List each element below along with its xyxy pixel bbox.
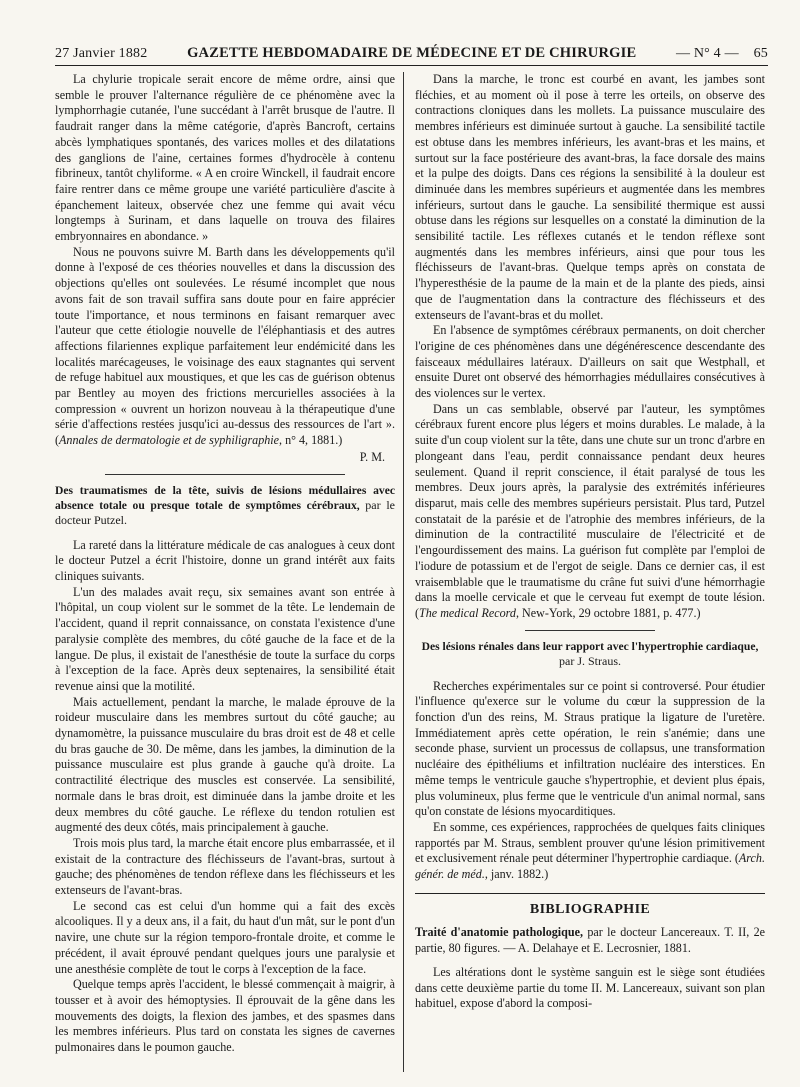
section-separator (415, 893, 765, 894)
paragraph (415, 402, 765, 622)
section-title (415, 639, 765, 669)
paragraph (55, 245, 395, 449)
book-title: Traité d'anatomie pathologique, (415, 925, 584, 940)
paragraph: La rareté dans la littérature médicale de cas analogues à ceux dont le docteur Putzel a écrit l'histoire, donne un grand intérêt aux faits cliniques suivants. (55, 537, 395, 583)
paragraph: Le second cas est celui d'un homme qui a fait des excès alcooliques. Il y a deux ans, il a fait, du haut d'un mât, sur le pont d'un navire, une chute sur la région temporo-frontale droite, et comme le précédent, il avait éprouvé pendant quelques jours une paralysie et une anesthésie complète de tout le corps à l'exception de la face. (55, 898, 395, 976)
book-entry (415, 925, 765, 956)
section-title (55, 483, 395, 528)
right-column (415, 72, 765, 1012)
paragraph: En l'absence de symptômes cérébraux permanents, on doit chercher l'origine de ces phénomènes dans une dégénérescence descendante des faisceaux médullaires latéraux. D'ailleurs on sait que Westphall, et ensuite Duret ont observé des hémorrhagies médullaires consécutives à des violences sur le vertex. (415, 323, 765, 401)
issue-label: — N° 4 — (675, 46, 739, 61)
paragraph: Trois mois plus tard, la marche était encore plus embarrassée, et il existait de la contracture des fléchisseurs de l'avant-bras, surtout à gauche; des phénomènes de tendon réflexe dans les fléchisseurs et les extenseurs de l'avant-bras. (55, 835, 395, 898)
section-separator (525, 630, 655, 631)
section-author: par J. Straus. (559, 653, 621, 668)
citation: Annales de dermatologie et de syphiligraphie (59, 433, 280, 448)
paragraph: Mais actuellement, pendant la marche, le malade éprouve de la roideur musculaire dans les membres surtout du côté gauche; au dynamomètre, la puissance musculaire du bras droit est de 48 et celle du bras gauche de 30. De même, dans les jambes, la diminution de la puissance musculaire est plus grande à gauche qu'à droite. La contractilité électrique des muscles est conservée. La sensibilité, normale dans le bras droit, est diminuée dans la jambe droite et les deux membres du côté gauche. Le réflexe du tendon rotulien est augmenté des deux côtés, mais principalement à gauche. (55, 694, 395, 835)
paragraph-text: Dans un cas semblable, observé par l'auteur, les symptômes cérébraux furent encore plus légers et moins durables. Le malade, à la suite d'un coup violent sur la tête, dans une chute sur un tronc d'arbre en plongeant dans l'eau, perdit connaissance pendant deux heures seulement. Quand il reprit conscience, il était paralysé de tous les membres. Deux jours après, la paralysie des extrémités inférieures disparut, mais celle des membres supérieurs persistait. Plus tard, Putzel constatait de la parésie et de l'atrophie des membres inférieurs, de la diminution de la contractilité musculaire de l'électricité et de l'engourdissement des mains. La guérison fut complète par l'emploi de l'iodure de potassium et de l'ergot de seigle. Dans ce dernier cas, il est vraisemblable que le traumatisme du crâne fut suivi d'une hémorrhagie dans la moelle cervicale et que le cerveau fut exempt de toute lésion. ( (415, 401, 765, 620)
page-number: 65 (753, 46, 768, 61)
paragraph-text: En somme, ces expériences, rapprochées de quelques faits cliniques rapportés par M. Straus, semblent prouver qu'une lésion primitivement et exclusivement rénale peut déterminer l'hypertrophie cardiaque. ( (415, 819, 765, 866)
paragraph: Dans la marche, le tronc est courbé en avant, les jambes sont fléchies, et au moment où il pose à terre les orteils, on observe des contractions cloniques dans les mollets. La puissance musculaire des membres inférieurs est diminuée surtout à gauche. La sensibilité tactile est obtuse dans les membres inférieurs, les avant-bras et les mains, et surtout sur la face postérieure des avant-bras, la face dorsale des mains et la pulpe des doigts. Dans ces régions la sensibilité à la douleur est diminuée dans les membres supérieurs et augmentée dans les membres inférieurs, surtout dans le gauche. La sensibilité thermique est aussi obtuse dans les régions sur lesquelles on a constaté la diminution de la sensibilité tactile. Les réflexes cutanés et le tendon réflexe sont augmentés dans les membres inférieurs, ainsi que pour tous les fléchisseurs de l'avant-bras. Quelque temps après on constata de l'hyperesthésie de la paume de la main et de la plante des pieds, ainsi que de l'augmentation dans la contracture des fléchisseurs et des extenseurs de l'avant-bras et du mollet. (415, 72, 765, 322)
signature: P. M. (359, 449, 385, 464)
section-title-text: Des lésions rénales dans leur rapport avec l'hypertrophie cardiaque, (421, 639, 759, 653)
citation-end: , n° 4, 1881.) (279, 433, 343, 448)
book-details: par le docteur Lancereaux. T. II, 2e partie, 80 figures. — A. Delahaye et E. Lecrosnier, 1881. (415, 925, 765, 956)
column-divider (403, 72, 404, 1072)
header-date: 27 Janvier 1882 (55, 46, 148, 61)
paragraph: Recherches expérimentales sur ce point si controversé. Pour étudier l'influence qu'exerce sur le volume du cœur la suppression de la fonction d'un des reins, M. Straus pratique la ligature de l'uretère. Immédiatement après cette opération, le rein s'anémie; dans une seconde phase, survient un processus de collapsus, une transformation nucléaire des épithéliums et infiltration nucléaire des interstices. En même temps le ventricule gauche s'hypertrophie, et devient plus épais, plus volumineux, plus ferme que le ventricule d'un animal normal, sans qu'on constate de lésions myocarditiques. (415, 678, 765, 819)
running-header (55, 40, 768, 66)
paragraph: La chylurie tropicale serait encore de même ordre, ainsi que semble le prouver l'alternance régulière de ce phénomène avec la lymphorrhagie cutanée, l'une succédant à l'arrêt brusque de l'autre. Il faudrait ranger dans la même catégorie, d'après Bancroft, certains abcès lymphatiques spontanés, des varices molles et des dilatations des ganglions de l'aine, certaines formes d'hydrocèle à contenu fibrineux, tantôt chyliforme. « A en croire Winckell, il faudrait encore faire rentrer dans ce même groupe une variété particulière d'ascite à épanchement laiteux, observée chez une femme qui avait vécu longtemps à Surinam, et dans laquelle on trouva des filaires embryonnaires en abondance. » (55, 72, 395, 244)
citation-end: , janv. 1882.) (484, 867, 549, 882)
paragraph: Les altérations dont le système sanguin est le siège sont étudiées dans cette deuxième partie du tome II. M. Lancereaux, suivant son plan habituel, expose d'abord la composi- (415, 964, 765, 1011)
bibliography-heading: BIBLIOGRAPHIE (529, 901, 651, 917)
section-separator (105, 474, 345, 475)
paragraph-text: Nous ne pouvons suivre M. Barth dans les développements qu'il donne à l'exposé de ces théories nouvelles et dans la discussion des objections qu'elles ont soulevées. Le résumé incomplet que nous avons fait de son travail suffira sans doute pour en faire apprécier toute l'importance, et nous terminons en faisant remarquer avec l'auteur que cette étiologie nouvelle de l'éléphantiasis et des autres affections filariennes explique parfaitement leur endémicité dans les localités marécageuses, le voisinage des eaux stagnantes qui servent de refuge habituel aux moustiques, et que les cas de guérison obtenus par Bentley au moyen des frictions mercurielles associées à la compression « ouvrent un horizon nouveau à la thérapeutique d'une série d'affections restées jusqu'ici au-dessus des ressources de l'art ». ( (55, 244, 395, 448)
journal-title: GAZETTE HEBDOMADAIRE DE MÉDECINE ET DE CHIRURGIE (187, 45, 637, 61)
paragraph (415, 820, 765, 883)
paragraph: Quelque temps après l'accident, le blessé commençait à maigrir, à tousser et à avoir des hémoptysies. Il éprouvait de la gêne dans les mouvements des doigts, la flexion des jambes, et des spasmes dans les membres inférieurs. Plus tard on constata les signes de cavernes pulmonaires dans le poumon gauche. (55, 977, 395, 1055)
citation: The medical Record (419, 605, 516, 620)
paragraph: L'un des malades avait reçu, six semaines avant son entrée à l'hôpital, un coup violent sur le sommet de la tête. Le lendemain de l'accident, quand il reprit connaissance, on constata l'existence d'une paralysie complète des membres, du côté gauche de la face et de la langue. De plus, il existait de l'anesthésie de toute la surface du corps à l'exception de la face. Après deux septenaires, la sensibilité était revenue ainsi que la motilité. (55, 584, 395, 693)
left-column (55, 72, 395, 1056)
section-title-text: Des traumatismes de la tête, suivis de lésions médullaires avec absence totale ou presque totale de symptômes cérébraux, (55, 483, 395, 512)
citation-end: , New-York, 29 octobre 1881, p. 477.) (515, 605, 701, 620)
section-author: par le docteur Putzel. (55, 497, 395, 527)
issue-number (676, 46, 768, 62)
citation: Arch. génér. de méd. (415, 851, 765, 882)
